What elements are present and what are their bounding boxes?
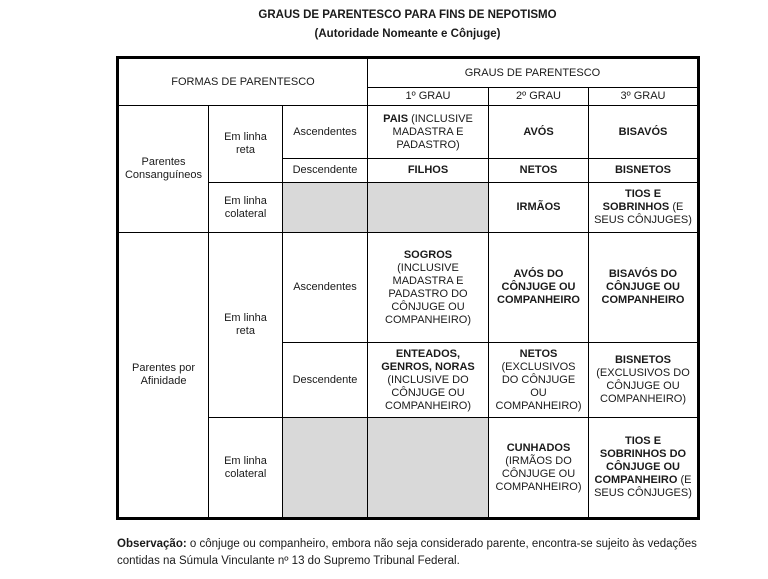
group-label-afinidade: Parentes por Afinidade [118,233,209,519]
cell-text-bold: SOGROS [403,248,453,261]
header-grau-1: 1º GRAU [368,88,489,106]
cell-text-rest: (INCLUSIVE DO CÔNJUGE OU COMPANHEIRO) [385,373,471,412]
shaded-cell-afinidade-colateral-grau1 [368,418,489,519]
header-graus-de-parentesco: GRAUS DE PARENTESCO [368,58,699,88]
header-grau-2: 2º GRAU [489,88,589,106]
cell-text-bold: TIOS E SOBRINHOS DO CÔNJUGE OU COMPANHEIRO [594,435,687,486]
shaded-cell-afinidade-colateral-dir [283,418,368,519]
cell-consang-desc-grau2: NETOS [489,159,589,183]
cell-afinidade-asc-grau3: BISAVÓS DO CÔNJUGE OU COMPANHEIRO [589,233,699,343]
cell-text-rest: (E SEUS CÔNJUGES) [594,201,692,226]
cell-afinidade-colateral-grau2 [489,418,589,519]
observation-note [117,536,699,570]
line-label-reta-afinidade: Em linha reta [209,233,283,418]
cell-text-rest: (E SEUS CÔNJUGES) [594,474,692,499]
cell-afinidade-desc-grau2 [489,343,589,418]
kinship-table [116,56,700,520]
cell-consang-colateral-grau2: IRMÃOS [489,183,589,233]
cell-text-rest: (INCLUSIVE MADASTRA E PADASTRO) [392,112,473,151]
cell-text-bold: NETOS [519,347,558,360]
dir-label-ascendentes-afinidade: Ascendentes [283,233,368,343]
cell-text-rest: (INCLUSIVE MADASTRA E PADASTRO DO CÔNJUGE OU COMPANHEIRO) [385,261,471,326]
dir-label-ascendentes-consang: Ascendentes [283,106,368,159]
cell-text-rest: (IRMÃOS DO CÔNJUGE OU COMPANHEIRO) [495,454,582,493]
cell-afinidade-colateral-grau3 [589,418,699,519]
line-label-colateral-consang: Em linha colateral [209,183,283,233]
dir-label-descendente-consang: Descendente [283,159,368,183]
line-label-reta-consang: Em linha reta [209,106,283,183]
doc-title-line1: GRAUS DE PARENTESCO PARA FINS DE NEPOTISMO [258,9,557,21]
dir-label-descendente-afinidade: Descendente [283,343,368,418]
cell-text-bold: TIOS E SOBRINHOS [602,188,670,213]
cell-consang-colateral-grau3 [589,183,699,233]
cell-text-bold: CUNHADOS [506,441,571,454]
observation-label: Observação: [117,538,187,550]
cell-afinidade-asc-grau1 [368,233,489,343]
group-label-consanguineos: Parentes Consanguíneos [118,106,209,233]
cell-afinidade-desc-grau3 [589,343,699,418]
doc-title-line2: (Autoridade Nomeante e Cônjuge) [314,28,501,40]
cell-consang-asc-grau2: AVÓS [489,106,589,159]
cell-afinidade-desc-grau1 [368,343,489,418]
cell-afinidade-asc-grau2: AVÓS DO CÔNJUGE OU COMPANHEIRO [489,233,589,343]
cell-text-rest: (EXCLUSIVOS DO CÔNJUGE OU COMPANHEIRO) [596,367,690,405]
shaded-cell-consang-colateral-grau1 [368,183,489,233]
cell-consang-asc-grau3: BISAVÓS [589,106,699,159]
cell-text-rest: (EXCLUSIVOS DO CÔNJUGE OU COMPANHEIRO) [495,360,582,412]
doc-title [117,6,698,44]
line-label-colateral-afinidade: Em linha colateral [209,418,283,519]
cell-text-bold: ENTEADOS, GENROS, NORAS [381,347,475,373]
cell-consang-asc-grau1 [368,106,489,159]
cell-consang-desc-grau3: BISNETOS [589,159,699,183]
cell-text-bold: PAIS [383,112,409,125]
shaded-cell-consang-colateral-dir [283,183,368,233]
cell-consang-desc-grau1: FILHOS [368,159,489,183]
cell-text-bold: BISNETOS [614,354,672,366]
header-formas-de-parentesco: FORMAS DE PARENTESCO [118,58,368,106]
observation-text: o cônjuge ou companheiro, embora não seja considerado parente, encontra-se sujeito às vedações contidas na Súmula Vinculante nº 13 do Supremo Tribunal Federal. [117,538,697,567]
header-grau-3: 3º GRAU [589,88,699,106]
